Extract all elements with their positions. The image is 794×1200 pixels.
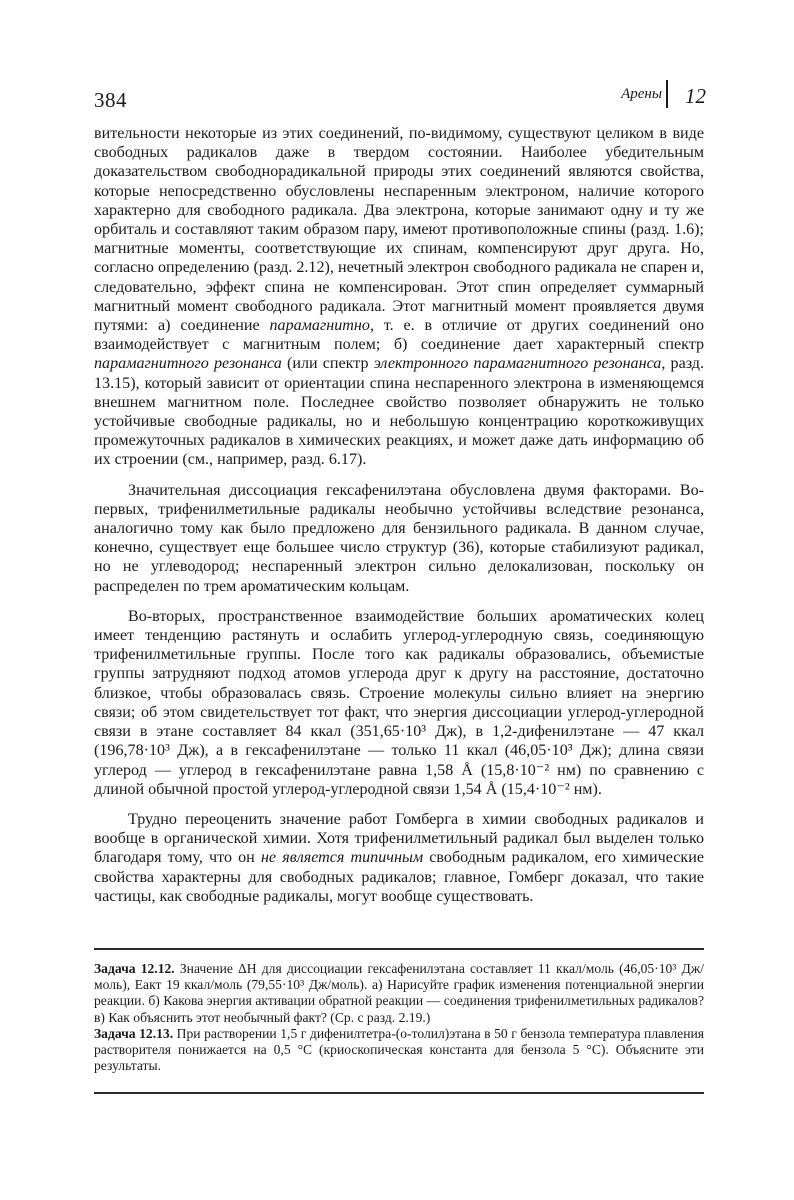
- problem: [94, 1026, 704, 1075]
- paragraph: [94, 607, 704, 799]
- italic-term: не является типичным: [260, 849, 424, 867]
- problems-section: [94, 961, 704, 1074]
- chapter-number: 12: [685, 84, 706, 108]
- problem-text: Значение ΔH для диссоциации гексафенилэтана составляет 11 ккал/моль (46,05·10³ Дж/моль), Eакт 19 ккал/моль (79,55·10³ Дж/моль). а) Нарисуйте график изменения потенциальной энергии реакции. б) Какова энергия активации обратной реакции — соединения трифенилметильных радикалов? в) Как объяснить этот необычный факт? (Ср. с разд. 2.19.): [94, 961, 704, 1025]
- paragraph: [94, 481, 704, 596]
- text-run: Во-вторых, пространственное взаимодействие больших ароматических колец имеет тенденцию растянуть и ослабить углерод-углеродную связь, соединяющую трифенилметильные группы. После того как радикалы образовались, объемистые группы затрудняют подход атомов углерода друг к другу на расстояние, достаточно близкое, чтобы образовалась связь. Строение молекулы сильно влияет на энергию связи; об этом свидетельствует тот факт, что энергия диссоциации углерод-углеродной связи в этане составляет 84 ккал (351,65·10³ Дж), в 1,2-дифенилэтане — 47 ккал (196,78·10³ Дж), а в гексафенилэтане — только 11 ккал (46,05·10³ Дж); длина связи углерод — углерод в гексафенилэтане равна 1,58 Å (15,8·10⁻² нм) по сравнению с длиной обычной простой углерод-углеродной связи 1,54 Å (15,4·10⁻² нм).: [94, 607, 704, 798]
- text-run: (или спектр: [281, 355, 374, 373]
- text-run: свободным радикалом, его химические свойства характерны для свободных радикалов; главное, Гомберг доказал, что такие частицы, как свободные радикалы, могут вообще существовать.: [94, 849, 704, 905]
- main-text: [94, 124, 704, 906]
- italic-term: парамагнитно: [269, 317, 370, 335]
- problem-label: Задача 12.13.: [94, 1025, 174, 1041]
- text-run: вительности некоторые из этих соединений, по-видимому, существуют целиком в виде свободных радикалов даже в твердом состоянии. Наиболее убедительным доказательством свободнорадикальной природы этих соединений являются свойства, которые непосредственно обусловлены неспаренным электроном, наличие которого характерно для свободного радикала. Два электрона, которые занимают одну и ту же орбиталь и составляют таким образом пару, имеют противоположные спины (разд. 1.6); магнитные моменты, соответствующие их спинам, компенсируют друг друга. Но, согласно определению (разд. 2.12), нечетный электрон свободного радикала не спарен и, следовательно, эффект спина не компенсирован. Этот спин определяет суммарный магнитный момент свободного радикала. Этот магнитный момент проявляется двумя путями: а) соединение: [94, 125, 704, 335]
- paragraph: [94, 810, 704, 906]
- page-header: [94, 84, 706, 114]
- page-number: 384: [94, 88, 127, 112]
- problems-bottom-rule: [94, 1092, 704, 1094]
- problems-top-rule: [94, 948, 704, 950]
- paragraph: [94, 124, 704, 470]
- problem-text: При растворении 1,5 г дифенилтетра-(о-толил)этана в 50 г бензола температура плавления растворителя понижается на 0,5 °С (криоскопическая константа для бензола 5 °С). Объясните эти результаты.: [94, 1025, 704, 1074]
- text-run: , разд. 13.15), который зависит от ориентации спина неспаренного электрона в изменяющемся внешнем магнитном поле. Последнее свойство позволяет обнаружить не только устойчивые свободные радикалы, но и небольшую концентрацию короткоживущих промежуточных радикалов в химических реакциях, и может даже дать информацию об их строении (см., например, разд. 6.17).: [94, 355, 705, 469]
- text-run: , т. е. в отличие от других соединений оно взаимодействует с магнитным полем; б) соединение дает характерный спектр: [94, 317, 704, 354]
- running-head: Арены: [621, 86, 662, 102]
- problem: [94, 961, 704, 1026]
- text-run: Трудно переоценить значение работ Гомберга в химии свободных радикалов и вообще в органической химии. Хотя трифенилметильный радикал был выделен только благодаря тому, что он: [94, 810, 704, 867]
- italic-term: электронного парамагнитного резонанса: [373, 355, 662, 373]
- text-run: Значительная диссоциация гексафенилэтана обусловлена двумя факторами. Во-первых, трифенилметильные радикалы необычно устойчивы вследствие резонанса, аналогично тому как было предложено для бензильного радикала. В данном случае, конечно, существует еще большее число структур (36), которые стабилизуют радикал, но не углеводород; неспаренный электрон сильно делокализован, поскольку он распределен по трем ароматическим кольцам.: [94, 481, 704, 595]
- italic-term: парамагнитного резонанса: [94, 355, 282, 373]
- problem-label: Задача 12.12.: [94, 961, 175, 976]
- header-divider: [666, 80, 668, 108]
